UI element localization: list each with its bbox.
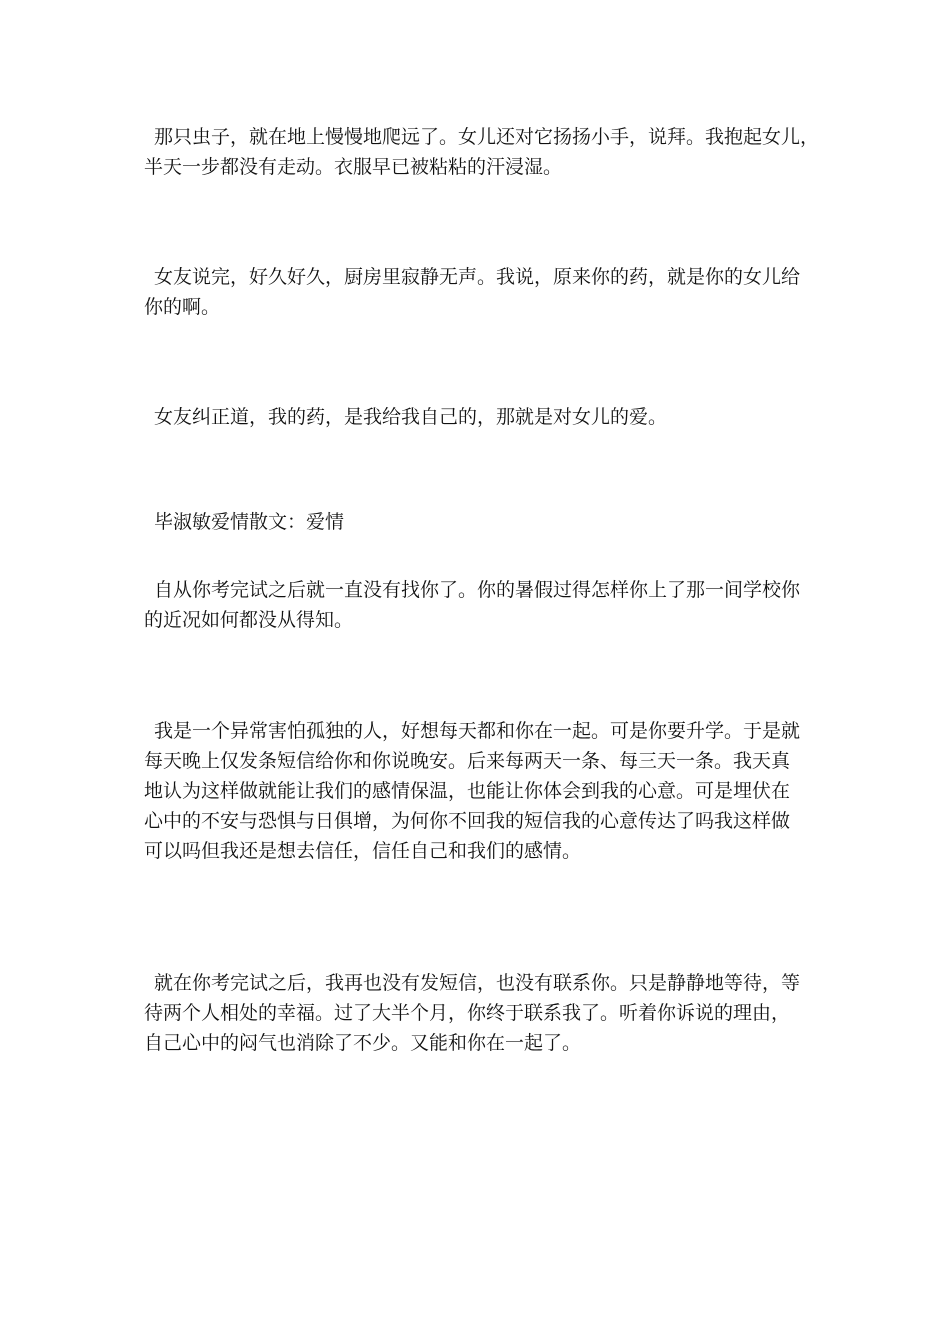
text-line: 心中的不安与恐惧与日俱增，为何你不回我的短信我的心意传达了吗我这样做 [144, 810, 791, 832]
text-line: 的近况如何都没从得知。 [144, 609, 354, 631]
text-line: 每天晚上仅发条短信给你和你说晚安。后来每两天一条、每三天一条。我天真 [144, 750, 791, 772]
text-line: 女友说完，好久好久，厨房里寂静无声。我说，原来你的药，就是你的女儿给 [154, 266, 801, 288]
heading-text: 毕淑敏爱情散文：爱情 [154, 511, 345, 533]
text-line: 自从你考完试之后就一直没有找你了。你的暑假过得怎样你上了那一间学校你 [154, 579, 801, 601]
text-line: 我是一个异常害怕孤独的人，好想每天都和你在一起。可是你要升学。于是就 [154, 720, 801, 742]
paragraph [144, 575, 816, 635]
text-line: 半天一步都没有走动。衣服早已被粘粘的汗浸湿。 [144, 156, 563, 178]
paragraph [144, 122, 820, 182]
paragraph [144, 716, 816, 866]
paragraph [144, 968, 816, 1058]
text-line: 待两个人相处的幸福。过了大半个月，你终于联系我了。听着你诉说的理由， [144, 1002, 791, 1024]
paragraph [144, 262, 816, 322]
text-line: 你的啊。 [144, 296, 221, 318]
text-line: 自己心中的闷气也消除了不少。又能和你在一起了。 [144, 1032, 582, 1054]
text-line: 那只虫子，就在地上慢慢地爬远了。女儿还对它扬扬小手，说拜。我抱起女儿， [154, 126, 820, 148]
text-line: 女友纠正道，我的药，是我给我自己的，那就是对女儿的爱。 [154, 406, 668, 428]
text-line: 可以吗但我还是想去信任，信任自己和我们的感情。 [144, 840, 582, 862]
paragraph [144, 402, 816, 432]
text-line: 地认为这样做就能让我们的感情保温，也能让你体会到我的心意。可是埋伏在 [144, 780, 791, 802]
text-line: 就在你考完试之后，我再也没有发短信，也没有联系你。只是静静地等待，等 [154, 972, 801, 994]
section-heading [144, 507, 816, 537]
